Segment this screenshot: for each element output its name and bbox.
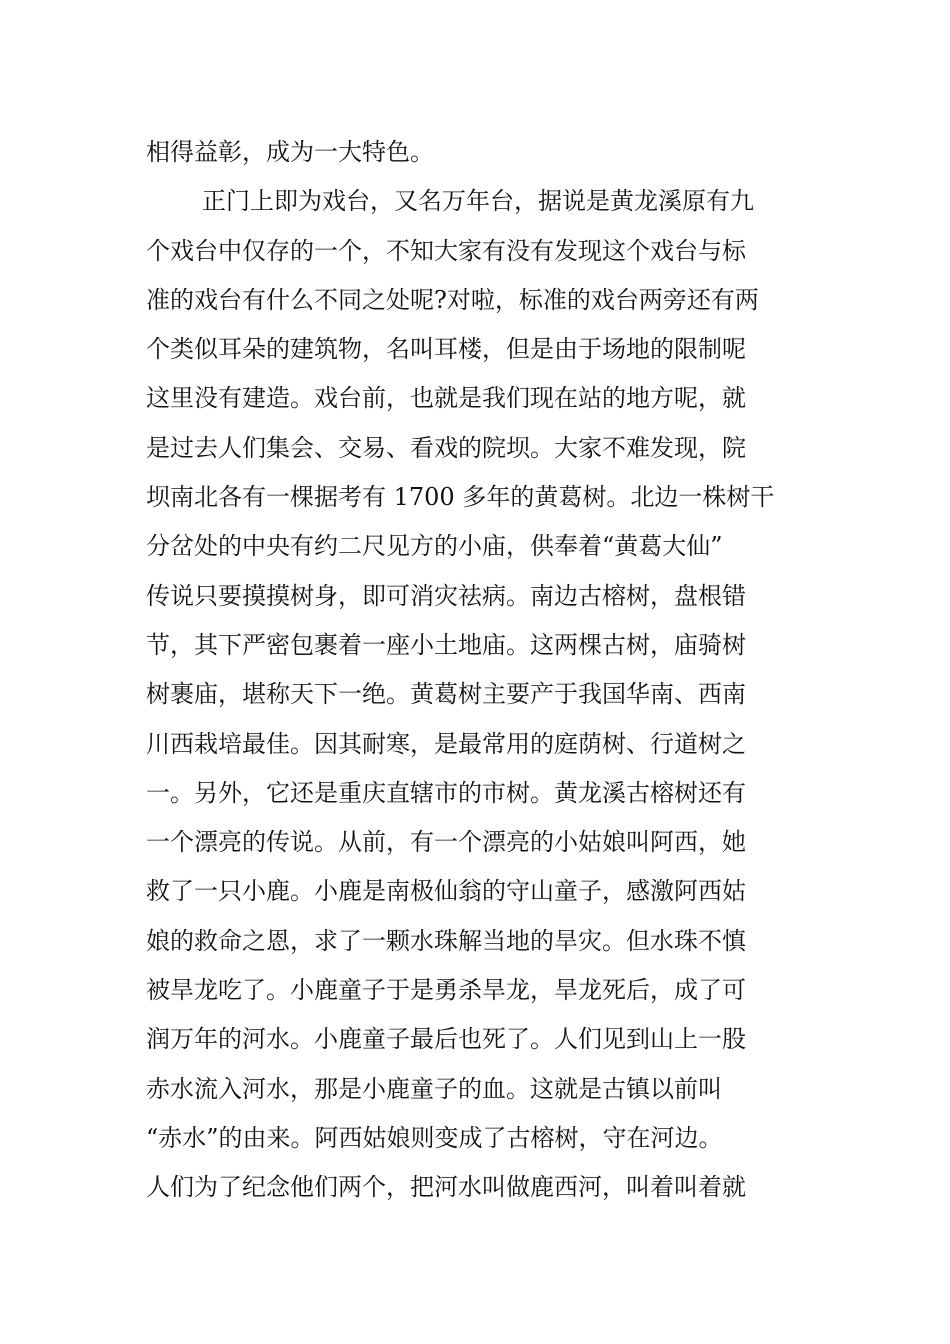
text-line: 人们为了纪念他们两个，把河水叫做鹿西河，叫着叫着就 <box>146 1173 746 1202</box>
text-line: 节，其下严密包裹着一座小土地庙。这两棵古树，庙骑树 <box>146 630 746 659</box>
text-line: 个类似耳朵的建筑物，名叫耳楼，但是由于场地的限制呢 <box>146 335 746 364</box>
text-line: 分岔处的中央有约二尺见方的小庙，供奉着“黄葛大仙” <box>146 532 723 561</box>
text-line: 坝南北各有一棵据考有 1700 多年的黄葛树。北边一株树干 <box>146 483 775 512</box>
text-line: 是过去人们集会、交易、看戏的院坝。大家不难发现，院 <box>146 433 746 462</box>
text-line: 相得益彰，成为一大特色。 <box>146 138 434 166</box>
text-line: 一个漂亮的传说。从前，有一个漂亮的小姑娘叫阿西，她 <box>146 828 746 857</box>
text-line: 树裹庙，堪称天下一绝。黄葛树主要产于我国华南、西南 <box>146 680 746 709</box>
text-line: 这里没有建造。戏台前，也就是我们现在站的地方呢，就 <box>146 384 746 413</box>
text-line: 一。另外，它还是重庆直辖市的市树。黄龙溪古榕树还有 <box>146 778 746 807</box>
text-line: 娘的救命之恩，求了一颗水珠解当地的旱灾。但水珠不慎 <box>146 926 746 955</box>
text-line: 川西栽培最佳。因其耐寒，是最常用的庭荫树、行道树之 <box>146 729 746 758</box>
text-line: 救了一只小鹿。小鹿是南极仙翁的守山童子，感激阿西姑 <box>146 877 746 906</box>
text-line: 个戏台中仅存的一个，不知大家有没有发现这个戏台与标 <box>146 236 746 265</box>
text-line: 赤水流入河水，那是小鹿童子的血。这就是古镇以前叫 <box>146 1074 722 1103</box>
text-line: “赤水”的由来。阿西姑娘则变成了古榕树，守在河边。 <box>146 1123 723 1152</box>
text-line: 被旱龙吃了。小鹿童子于是勇杀旱龙，旱龙死后，成了可 <box>146 976 746 1005</box>
text-line: 传说只要摸摸树身，即可消灾祛病。南边古榕树，盘根错 <box>146 581 746 610</box>
text-line: 润万年的河水。小鹿童子最后也死了。人们见到山上一股 <box>146 1025 746 1054</box>
paragraph-first-line: 正门上即为戏台，又名万年台，据说是黄龙溪原有九 <box>202 187 754 216</box>
body-text <box>146 128 816 1213</box>
text-line: 准的戏台有什么不同之处呢?对啦，标准的戏台两旁还有两 <box>146 285 759 314</box>
